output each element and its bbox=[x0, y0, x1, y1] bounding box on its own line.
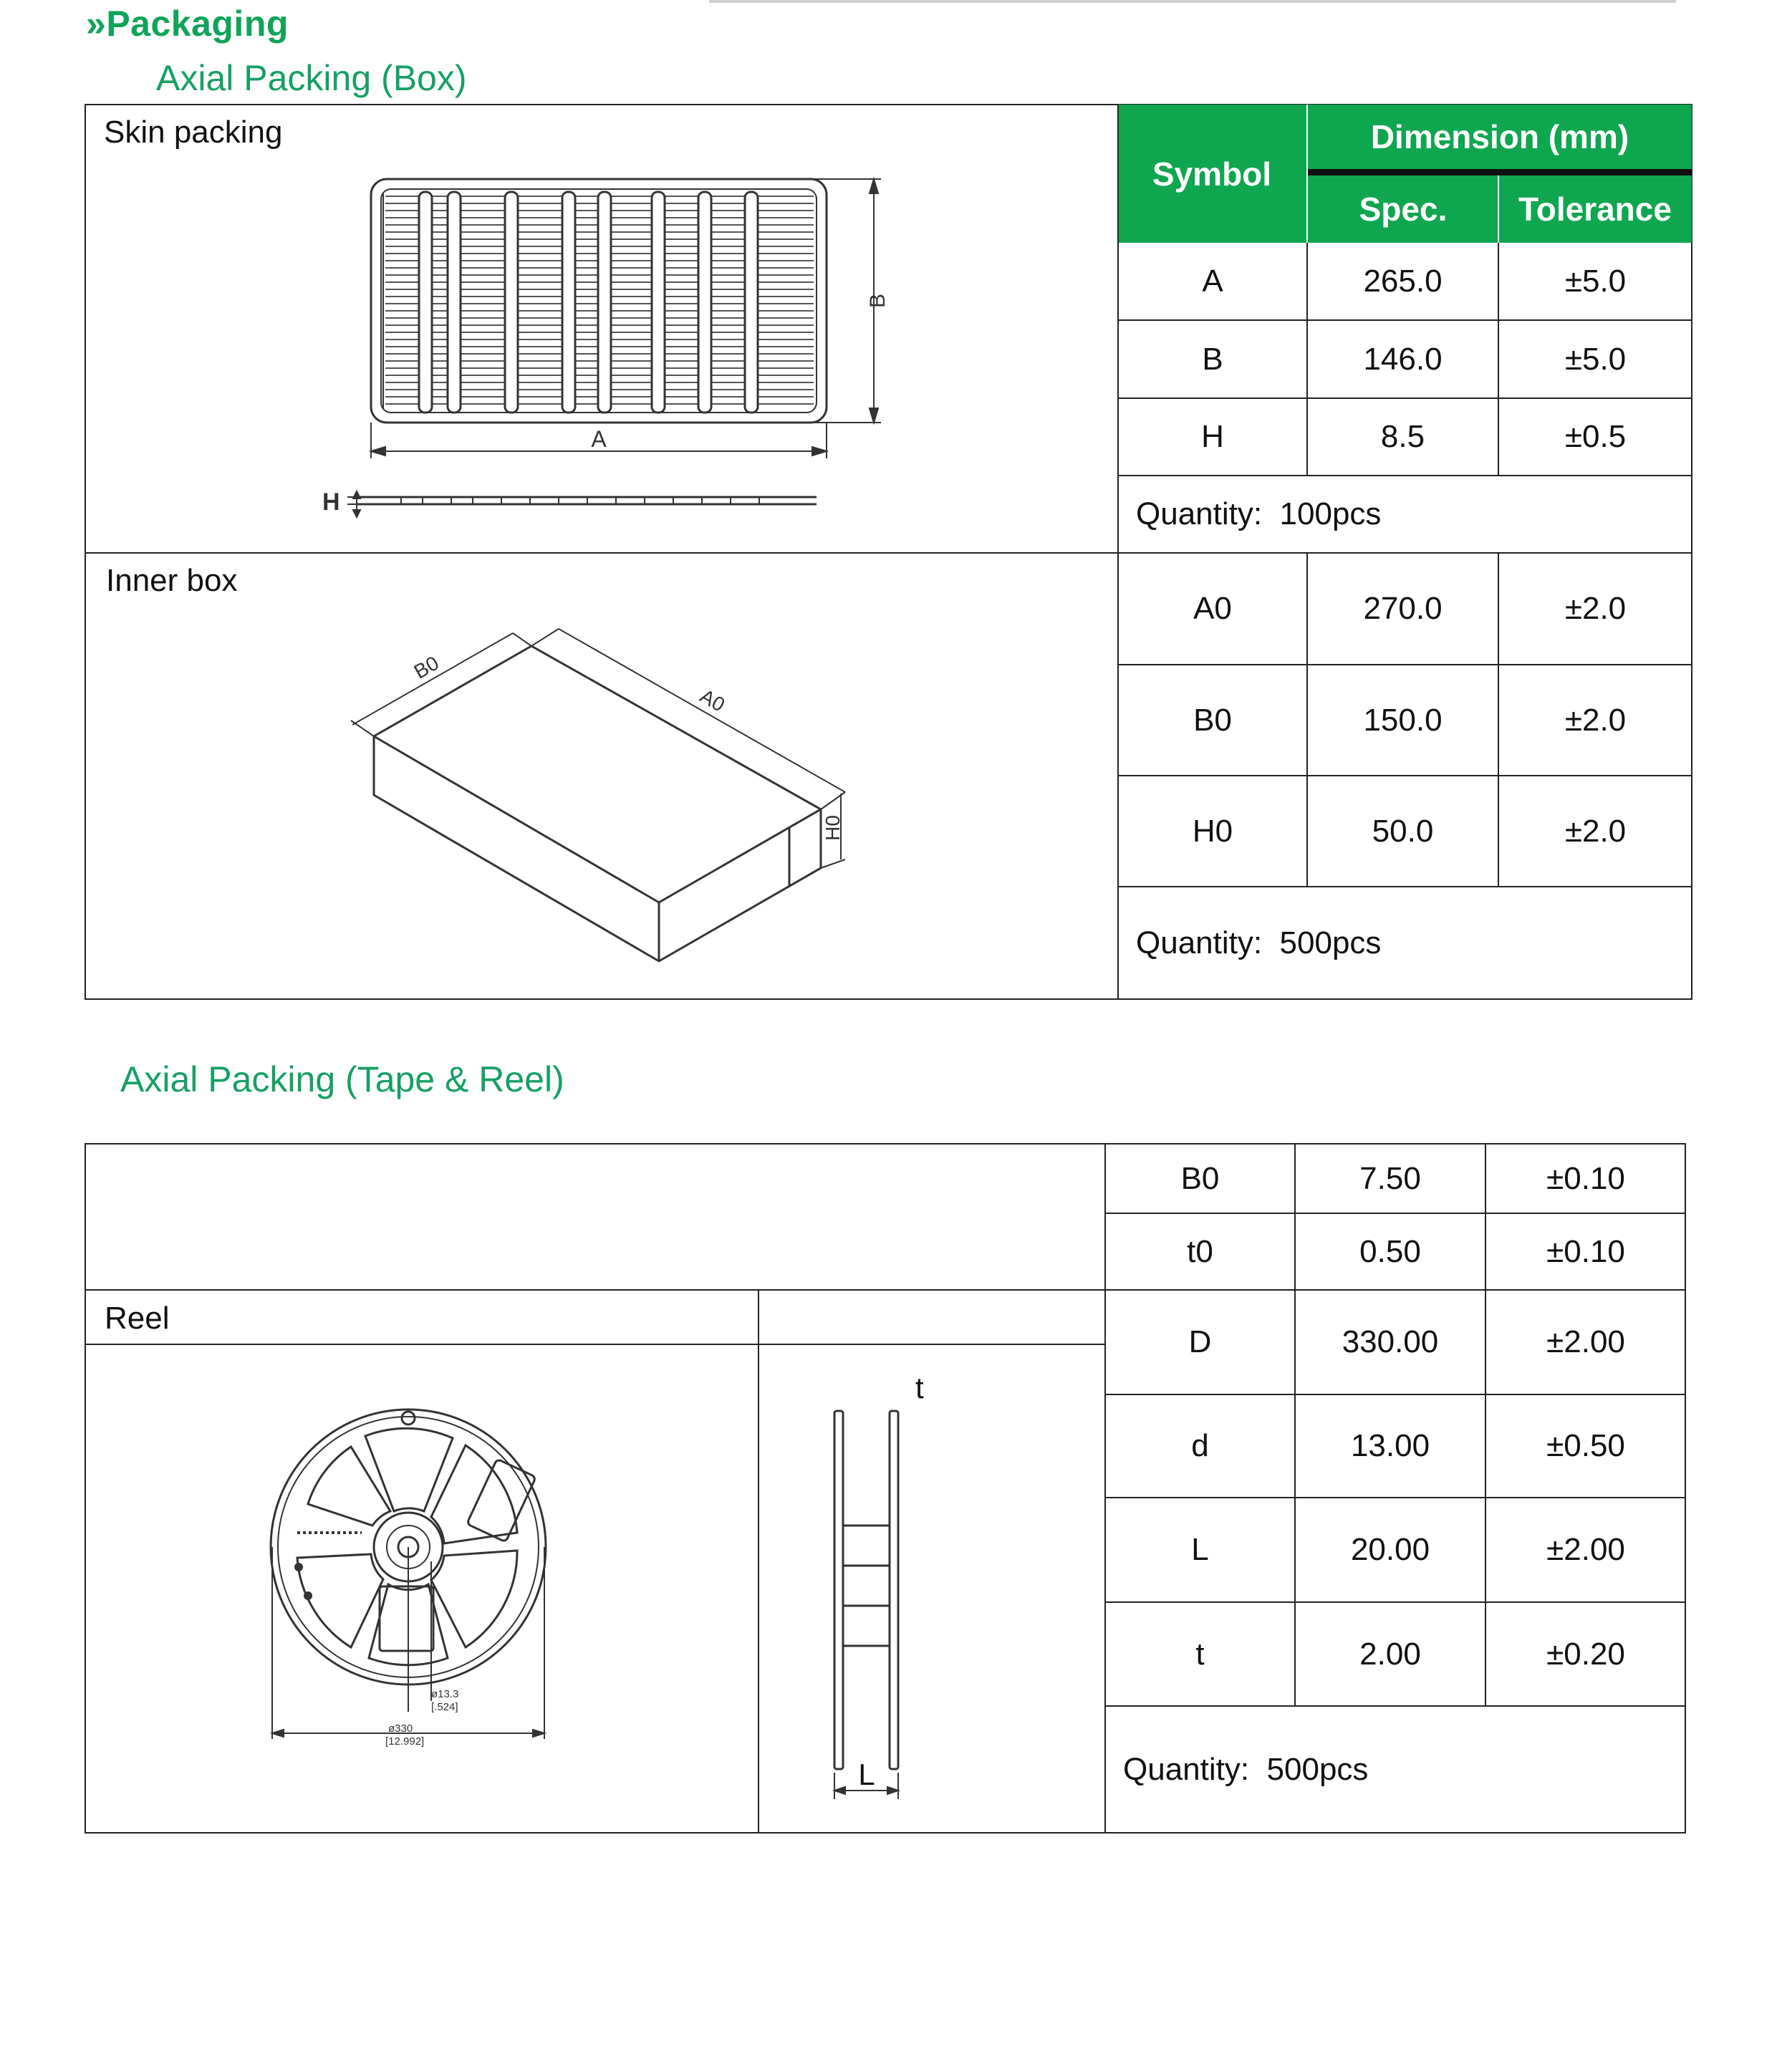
box-section-title: Axial Packing (Box) bbox=[156, 58, 467, 98]
section-arrow: » bbox=[86, 4, 107, 44]
box-table-rule bbox=[1117, 475, 1692, 476]
reel-table-rule bbox=[1104, 1705, 1685, 1707]
side-label-l: L bbox=[858, 1758, 875, 1791]
inner-row-symbol: A0 bbox=[1193, 591, 1232, 626]
reel-row-symbol: t bbox=[1195, 1636, 1205, 1672]
header-dimension: Dimension (mm) bbox=[1370, 118, 1629, 155]
reel-table-rule bbox=[758, 1289, 759, 1833]
header-dimension-rule bbox=[1308, 169, 1692, 175]
box-table-rule bbox=[1117, 886, 1692, 887]
inner-quantity: Quantity: 500pcs bbox=[1136, 925, 1382, 960]
reel-row-spec: 2.00 bbox=[1359, 1636, 1421, 1672]
header-divider bbox=[709, 0, 1676, 3]
reel-table-rule bbox=[85, 1344, 1104, 1345]
hub-diameter-label: ø13.3 bbox=[431, 1688, 459, 1700]
reel-row-symbol: t0 bbox=[1187, 1233, 1213, 1269]
reel-side-drawing bbox=[817, 1361, 945, 1805]
reel-row-spec: 0.50 bbox=[1359, 1233, 1421, 1269]
side-label-t: t bbox=[915, 1371, 924, 1404]
skin-row-spec: 8.5 bbox=[1380, 419, 1425, 454]
skin-quantity: Quantity: 100pcs bbox=[1136, 496, 1382, 531]
header-spec: Spec. bbox=[1359, 191, 1448, 228]
dimension-label-h0: H0 bbox=[822, 815, 844, 841]
inner-row-spec: 270.0 bbox=[1363, 591, 1443, 626]
inner-row-spec: 150.0 bbox=[1363, 702, 1443, 738]
reel-quantity: Quantity: 500pcs bbox=[1123, 1752, 1369, 1787]
dimension-label-h: H bbox=[322, 488, 340, 516]
skin-row-tolerance: ±5.0 bbox=[1564, 263, 1627, 299]
inner-box-drawing bbox=[344, 616, 859, 974]
dimension-label-a0: A0 bbox=[696, 684, 729, 716]
reel-row-tolerance: ±0.10 bbox=[1546, 1233, 1625, 1269]
reel-row-symbol: d bbox=[1191, 1428, 1209, 1463]
reel-row-spec: 330.00 bbox=[1342, 1324, 1439, 1359]
inner-row-symbol: H0 bbox=[1192, 813, 1233, 849]
inner-row-spec: 50.0 bbox=[1372, 813, 1434, 849]
reel-row-tolerance: ±0.10 bbox=[1546, 1160, 1625, 1196]
reel-row-tolerance: ±0.20 bbox=[1546, 1636, 1625, 1672]
inner-box-label: Inner box bbox=[106, 563, 238, 598]
hub-diameter-inch-label: [.524] bbox=[431, 1701, 458, 1713]
inner-row-tolerance: ±2.0 bbox=[1564, 591, 1627, 626]
skin-row-tolerance: ±5.0 bbox=[1564, 341, 1627, 377]
reel-label: Reel bbox=[105, 1301, 170, 1336]
header-tolerance: Tolerance bbox=[1518, 191, 1672, 228]
inner-row-symbol: B0 bbox=[1193, 702, 1232, 738]
header-symbol: Symbol bbox=[1152, 155, 1272, 193]
skin-packing-label: Skin packing bbox=[104, 115, 283, 150]
reel-row-symbol: L bbox=[1191, 1532, 1209, 1567]
reel-row-tolerance: ±2.00 bbox=[1546, 1324, 1625, 1359]
skin-row-symbol: H bbox=[1201, 419, 1224, 454]
reel-row-symbol: D bbox=[1188, 1324, 1212, 1359]
reel-row-symbol: B0 bbox=[1180, 1160, 1220, 1196]
reel-row-tolerance: ±0.50 bbox=[1546, 1428, 1625, 1463]
skin-packing-drawing bbox=[315, 165, 902, 523]
reel-row-spec: 20.00 bbox=[1350, 1532, 1430, 1567]
dimension-label-b: B bbox=[866, 293, 890, 309]
skin-row-spec: 265.0 bbox=[1363, 263, 1443, 299]
skin-row-spec: 146.0 bbox=[1363, 341, 1443, 377]
reel-row-tolerance: ±2.00 bbox=[1546, 1532, 1625, 1567]
reel-front-drawing bbox=[265, 1404, 566, 1762]
skin-row-symbol: A bbox=[1202, 263, 1223, 299]
dimension-label-a: A bbox=[591, 426, 607, 452]
reel-diameter-label: ø330 bbox=[388, 1722, 413, 1735]
header-divider-v2 bbox=[1498, 175, 1499, 243]
reel-diameter-inch-label: [12.992] bbox=[385, 1735, 425, 1748]
dimension-label-b0: B0 bbox=[410, 651, 443, 683]
skin-row-symbol: B bbox=[1202, 341, 1223, 377]
skin-row-tolerance: ±0.5 bbox=[1564, 419, 1627, 454]
section-title bbox=[86, 3, 289, 44]
reel-row-spec: 13.00 bbox=[1350, 1428, 1430, 1463]
section-title-text: Packaging bbox=[106, 4, 289, 44]
reel-row-spec: 7.50 bbox=[1359, 1160, 1421, 1196]
inner-row-tolerance: ±2.0 bbox=[1564, 702, 1627, 738]
reel-section-title: Axial Packing (Tape & Reel) bbox=[120, 1059, 564, 1099]
header-divider-v1 bbox=[1306, 105, 1308, 243]
inner-row-tolerance: ±2.0 bbox=[1564, 813, 1627, 849]
